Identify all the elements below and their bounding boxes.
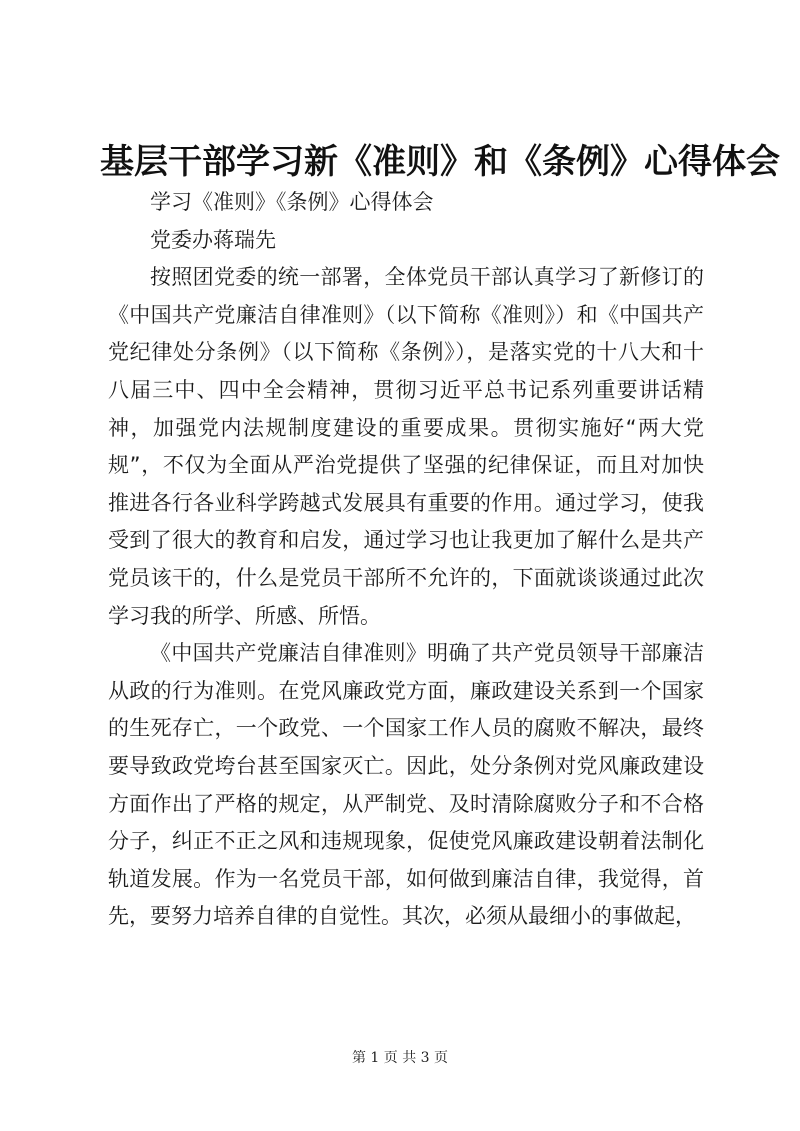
subtitle-line: 学习《准则》《条例》心得体会 bbox=[150, 190, 434, 214]
document-title: 基层干部学习新《准则》和《条例》心得体会 bbox=[100, 142, 780, 182]
body-paragraph: 《中国共产党廉洁自律准则》明确了共产党员领导干部廉洁从政的行为准则。在党风廉政党方面，廉政建设关系到一个国家的生死存亡，一个政党、一个国家工作人员的腐败不解决，最终要导致政党垮台甚至国家灭亡。因此，处分条例对党风廉政建设方面作出了严格的规定，从严制党、及时清除腐败分子和不合格分子，纠正不正之风和违规现象，促使党风廉政建设朝着法制化轨道发展。作为一名党员干部，如何做到廉洁自律，我觉得，首先，要努力培养自律的自觉性。其次，必须从最细小的事做起， bbox=[108, 641, 704, 929]
body-paragraph: 按照团党委的统一部署，全体党员干部认真学习了新修订的《中国共产党廉洁自律准则》（以下简称《准则》）和《中国共产党纪律处分条例》（以下简称《条例》），是落实党的十八大和十八届三中、四中全会精神，贯彻习近平总书记系列重要讲话精神，加强党内法规制度建设的重要成果。贯彻实施好“两大党规”，不仅为全面从严治党提供了坚强的纪律保证，而且对加快推进各行各业科学跨越式发展具有重要的作用。通过学习，使我受到了很大的教育和启发，通过学习也让我更加了解什么是共产党员该干的，什么是党员干部所不允许的，下面就谈谈通过此次学习我的所学、所感、所悟。 bbox=[108, 265, 704, 628]
author-line: 党委办蒋瑞先 bbox=[150, 227, 276, 252]
document-body bbox=[108, 184, 704, 936]
page-footer: 第 1 页 共 3 页 bbox=[351, 1050, 449, 1066]
